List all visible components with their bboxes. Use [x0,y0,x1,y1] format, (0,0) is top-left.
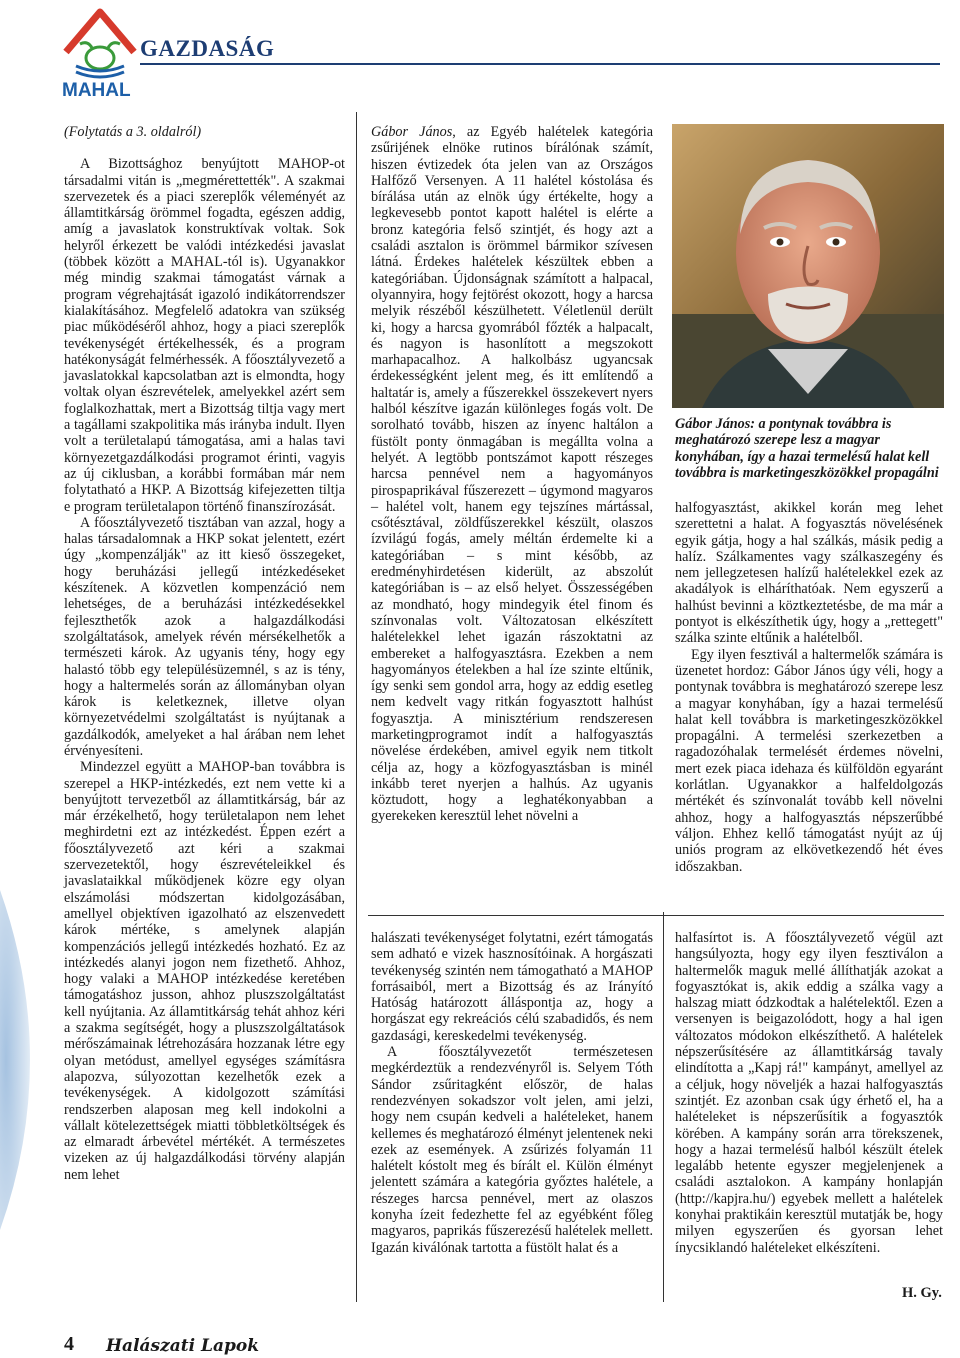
section-title: GAZDASÁG [140,36,275,61]
decorative-dots-icon [0,890,50,1230]
portrait-photo [672,124,944,408]
paragraph: Mindezzel együtt a MAHOP-ban továbbra is szerepel a HKP-intézkedés, ezt nem vette ki a benyújtott tervezetből az államtitkárság, bár az már érzékelhető, hogy területalapon nem lehet meghirdetni ezt az intézkedést. Éppen ezért a főosztályvezető azt kéri a szakmai szervezetektől, hogy észrevételeikkel és javaslataikkal működjenek közre egy olyan elszámolási módszertan kidolgozásában, amellyel objektíven igazolható az elszenvedett károk mértéke, s amelynek alapján kompenzációs jellegű intézkedés hozható. Ez az intézkedés alanyi jogon nem fizethető. Ahhoz, hogy valaki a MAHOP intézkedése keretében támogatáshoz jusson, ahhoz pluszszolgáltatást kell nyújtania. Az államtitkárság tehát ahhoz kéri a szakma segítségét, hogy a pluszszolgáltatások mérőszámainak létrehozására hozzanak létre egy olyan metódust, amellyel egységes számításra alapozva, súlyozottan kezelhetők ezek a tevékenységek. A kidolgozott számítási rendszerben alaposan meg kell indokolni a vállalt kötelezettségek miatti többletköltségek és az elmaradt árbevétel mértékét. A természetes vizeken az új halgazdálkodási törvény alapján nem lehet [64,759,345,1183]
column-divider [356,112,357,1302]
section-rule [368,915,944,916]
publication-name: Halászati Lapok [106,1336,259,1356]
paragraph: A Bizottsághoz benyújtott MAHOP-ot társadalmi vitán is „megmérettették". A szakmai szervezetek és a piaci szereplők véleményét az államtitkárság örömmel fogadta, egészen addig, amíg a javaslatok konstruktívak voltak. Sok helyről érkezett be valódi intézkedési javaslat (többek között a MAHAL-tól is). Ugyanakkor még mindig szakmai támogatást várnak a program végrehajtását igazoló indikátorrendszer kialakításához. Megfelelő adatokra van szükség piac működéséről ahhoz, hogy a piaci szereplők tevékenységét értékelhessék, és a program hatékonyságát felmérhessék. A főosztályvezető a javaslatokkal kapcsolatban azt is elmondta, hogy voltak olyan észrevételek, amelyekkel azért sem foglalkozhattak, mert a Bizottság tiltja vagy mert a tagállami szakpolitika más irányba indult. Ilyen volt a területalapú támogatása, ami a halas tavi környezetgazdálkodási programot érinti, vagyis az új ciklusban, a korábbi formában már nem folytatható a HKP. A Bizottság kifejezetten tiltja e program területalapon történő finanszírozását. [64,156,345,515]
page-number: 4 [64,1333,74,1355]
author-signature: H. Gy. [902,1285,942,1301]
paragraph: halfogyasztást, akikkel korán meg lehet szerettetni a halat. A fogyasztás növelésének egyik gátja, hogy a hal szálkás, másik pedig a halíz. Szálkamentes vagy szálkaszegény és nem jellegzetesen halízű halételekkel ezek az akadályok is elháríthatóak. Nem egyszerű a halhúst bevinni a köztkeztetésbe, de ma már a pontyot is elkészíthetik úgy, hogy a „rettegett" szálka szinte eltűnik a halételből. [675,500,943,647]
paragraph: Gábor János, az Egyéb halételek kategória zsűrijének elnöke rutinos bírálónak számít, hiszen évtizedek óta jelen van az Országos Halfőző Versenyen. A 11 halétel kóstolása és bírálása után az elnök úgy értékelte, hogy a legkevesebb pontot kapott halétel is elérte a bronz kategória felső szintjét, és hogy azt a családi asztalon is örömmel bármikor szívesen látná. Érdekes halételek készültek ebben a kategóriában. Újdonságnak számított a halpacal, olyannyira, hogy fejtörést okozott, hogy a harcsa melyik részéből készülhetett. Véletlenül derült ki, hogy a harcsa gyomrából főzték a halpacalt, és nagyon is hasonlított a megszokott marhapacalhoz. A halkolbász ugyancsak érdekességként jelent meg, és itt említendő a haltatár is, amely a fűszerekkel összekevert nyers halból készítve igazán különleges fogás volt. De sorolható tovább, hiszen az ínyenc haltálon a füstölt ponty önmagában is megállta volna a helyét. A legtöbb pontszámot kapott részeges harcsa pennével nem a hagyományos pirospaprikával fűszerezett – úgymond magyaros – halétel volt, hanem egy tejszínes mártással, csőtésztával, zöldfűszerekkel készült, olaszos ízvilágú fogás, amely méltán érdemelte ki a kategóriában – s mint később, az eredményhirdetésen kiderült, az abszolút kategóriában is – az első helyet. Összességében az mondható, hogy mindegyik étel finom és színvonalas volt. Változatosan elkészített halételekkel lehet igazán rászoktatni az embereket a halfogyasztásra. Ezekben a nem hagyományos ételekben a hal íze szinte eltűnik, így senki sem gondol arra, hogy az eddig esetleg nem kedvelt vagy ritkán fogyasztott halhúst fogyasztja. A minisztérium rendszeresen marketingprogramot indít a halfogyasztás növelése érdekében, amivel egyik nem titkolt célja az, hogy a közfogyasztásban is minél inkább teret nyerjen a halhús. Az ugyanis köztudott, hogy a leghatékonyabban a gyerekeken keresztül lehet növelni a [371,124,653,825]
article-column-5 [675,930,943,1256]
article-column-3 [371,930,653,1256]
paragraph: A főosztályvezető tisztában van azzal, hogy a halas társadalomnak a HKP sokat jelentett, ezért úgy „kompenzálják" az itt kieső összegeket, hogy beruházási jellegű intézkedéseket készítenek. A közvetlen kompenzáció nem lehetséges, de a beruházási intézkedésekkel fejleszthetők azok a halgazdálkodási szolgáltatások, amelyek révén mérsékelhetők a természeti károk. Az ugyanis tény, hogy egy halastó több egy településüzemnél, s az is tény, hogy a haltermelés során az állományban olyan károk is keletkeznek, illetve olyan környezetvédelmi szolgáltatást is nyújtanak a gazdálkodók, amelyeket a hal árában nem lehet érvényesíteni. [64,514,345,759]
paragraph: A főosztályvezetőt természetesen megkérdeztük a rendezvényről is. Selyem Tóth Sándor zsűritagként először, de halas rendezvényen sokadszor volt jelen, ami jelzi, hogy nem csupán kedveli a halételeket, hanem kellemes és meghatározó élményt jelentenek neki ezek az események. A zsűrizés folyamán 11 halételt kóstolt meg és bírált el. Külön élményt jelentett számára a kategória győztes halétele, a részeges harcsa pennével, mert az olaszos konyha ízeit fedezhette fel az egyébként főleg magyaros, paprikás fűszerezésű halételek mellett. Igazán kiválónak tartotta a füstölt halat és a [371,1044,653,1256]
paragraph: halfasírtot is. A főosztályvezető végül azt hangsúlyozta, hogy egy ilyen fesztiválon a haltermelők maguk mellé állíthatják azokat a fogyasztókat is, akik eddig a szálka vagy a halszag miatt ódzkodtak a halételektől. Ezen a versenyen is beigazolódott, hogy a hal igen változatos módokon elkészíthető. A halételek népszerűsítésére az államtitkárság tavaly elindította a „Kapj rá!" kampányt, amellyel az a céljuk, hogy növeljék a hazai halfogyasztás szintjét. Ez azonban csak úgy érhető el, ha a halételeket is népszerűsítik a fogyasztók körében. A kampány során arra törekszenek, hogy a hazai termelésű halból készült ételek legalább hetente egyszer megjelenjenek a családi asztalokon. A kampány honlapján (http://kapjra.hu/) egyebek mellett a halételek konyhai praktikáin keresztül mutatják be, hogy milyen egyszerűen és gyorsan lehet ínycsiklandó halételeket elkészíteni. [675,930,943,1256]
portrait-image [672,124,944,408]
article-column-1 [64,124,345,1183]
paragraph: Egy ilyen fesztivál a haltermelők számára is üzenetet hordoz: Gábor János úgy véli, hogy a pontynak továbbra is meghatározó szerepe lesz a magyar konyhában, így a hazai termelésű halat kell továbbra is marketingeszközökkel propagálni. A termelési szerkezetben a ragadozóhalak termelését érdemes növelni, mert ezek piaca idehaza és külföldön egyaránt korlátlan. Ugyanakkor a halfeldolgozás mértékét és színvonalát tovább kell növelni ahhoz, hogy a halfogyasztás népszerűbbé váljon. Ehhez kellő támogatást nyújt az új uniós program az elkövetkezendő hét éves időszakban. [675,646,943,875]
header-rule [140,63,940,65]
logo-text: MAHAL [62,80,131,100]
article-column-4 [675,500,943,875]
person-name: Gábor János [371,124,453,140]
column-divider [663,912,664,1302]
photo-caption: Gábor János: a pontynak továbbra is meghatározó szerepe lesz a magyar konyhában, így a hazai termelésű halat kell továbbra is marketingeszközökkel propagálni [675,416,939,481]
paragraph: halászati tevékenységet folytatni, ezért támogatás sem adható e vizek hasznosítóinak. A horgászati tevékenység szintén nem támogatható a MAHOP forrásaiból, mert a Bizottság és az Irányító Hatóság határozott álláspontja az, hogy a horgászat egy rekreációs célú szabadidős, és nem gazdasági, kereskedelmi tevékenység. [371,930,653,1044]
article-column-2 [371,124,653,825]
mahal-logo [58,4,142,100]
continued-note: (Folytatás a 3. oldalról) [64,124,202,140]
